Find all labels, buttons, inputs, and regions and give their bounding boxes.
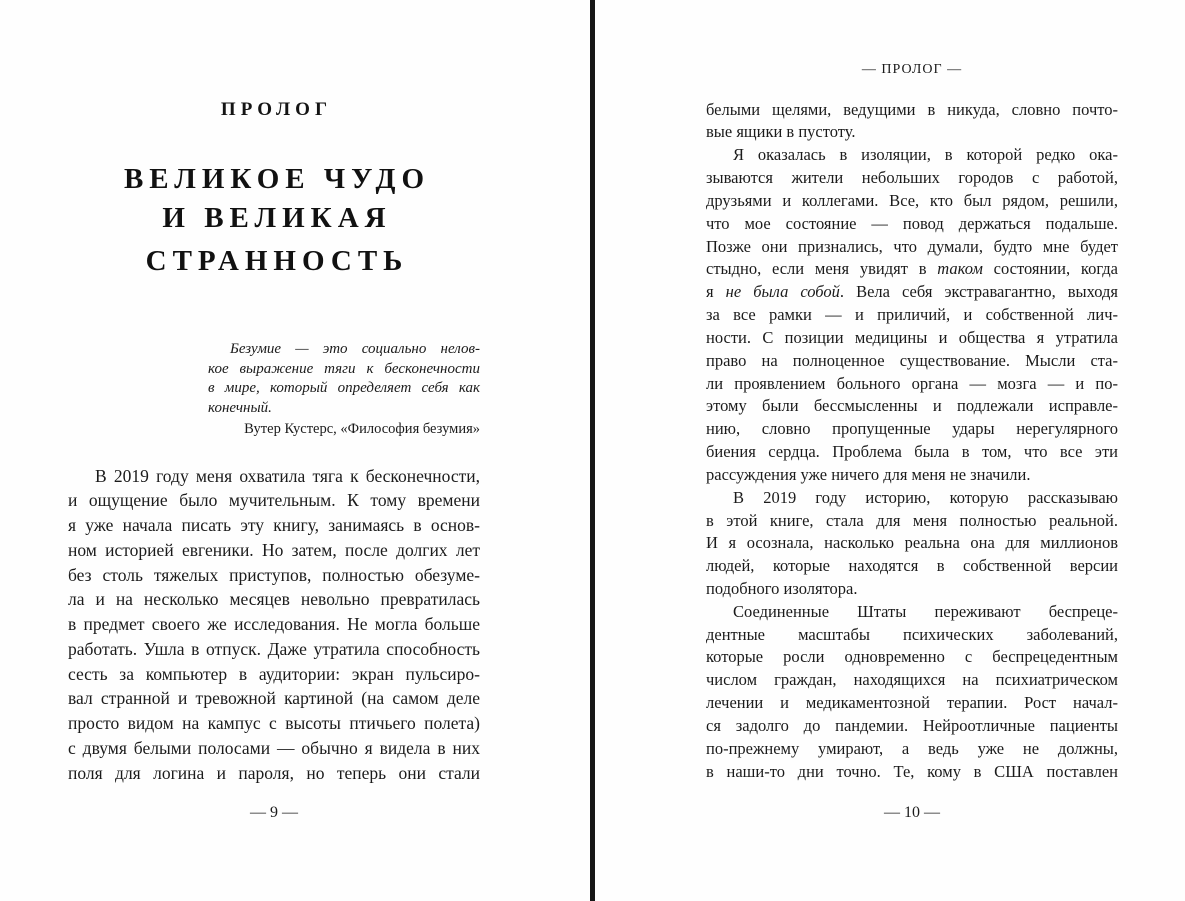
text-line: по-прежнему умирают, а ведь уже не должны, [706,738,1118,758]
paragraph [706,144,1118,486]
text-line: числом граждан, находящихся на психиатрическом [706,670,1118,690]
body-text [68,464,480,786]
epigraph-attribution: Вутер Кустерс, «Философия безумия» [244,421,480,437]
text-line: друзьями и коллегами. Все, кто был рядом, решили, [706,190,1118,210]
left-page [0,0,590,901]
text-line: ном историей евгеники. Но затем, после долгих лет [68,539,480,560]
text-line: что мое состояние — повод держаться подальше. [706,213,1118,233]
text-line: нию, словно пропущенные удары нерегулярного [706,419,1118,439]
running-header: — ПРОЛОГ — [861,62,963,77]
epigraph-line: в мире, который определяет себя как [208,380,480,397]
text-line: в этой книге, стала для меня полностью реальной. [706,510,1118,530]
text-line: которые росли одновременно с беспрецедентным [706,647,1118,667]
page-number: — 9 — [250,804,298,821]
text-line: и ощущение было мучительным. К тому времени [68,490,480,511]
text-segment: состоянии, когда [982,259,1118,279]
text-line: за все рамки — и приличий, и собственной лич- [706,305,1118,325]
text-line: белыми щелями, ведущими в никуда, словно почто- [706,99,1118,119]
text-line: в предмет своего же исследования. Не могла больше [68,614,480,635]
text-line: Позже они признались, что думали, будто мне будет [706,236,1118,256]
text-line: без столь тяжелых приступов, полностью обезуме- [68,564,480,585]
text-segment: я [706,282,726,302]
paragraph [706,487,1118,601]
emphasized-text: не была собой [725,282,840,302]
text-line: работать. Ушла в отпуск. Даже утратила способность [68,638,480,659]
epigraph [208,340,480,419]
epigraph-line: кое выражение тяги к бесконечности [208,360,480,377]
text-line: я уже начала писать эту книгу, занимаясь в основ- [68,515,480,536]
text-line: дентные масштабы психических заболеваний, [706,624,1118,644]
text-segment: стыдно, если меня увидят в [706,259,938,279]
text-line [706,258,1118,281]
text-segment: . Вела себя экстравагантно, выходя [839,282,1118,302]
text-line [706,281,1118,304]
text-line: в наши-то дни точно. Те, кому в США поставлен [706,761,1118,781]
text-line: ся задолго до пандемии. Нейроотличные пациенты [706,715,1118,735]
text-line: ли проявлением больного органа — мозга — и по- [706,373,1118,393]
text-line: сесть за компьютер в аудитории: экран пульсиро- [68,663,480,684]
text-line: лечении и медикаментозной терапии. Рост начал- [706,693,1118,713]
text-line: Я оказалась в изоляции, в которой редко ока- [733,145,1118,165]
text-line: биения сердца. Проблема была в том, что все эти [706,442,1118,462]
text-line: рассуждения уже ничего для меня не значили. [706,464,1031,484]
emphasized-text: таком [937,259,983,279]
section-heading: ПРОЛОГ [220,99,333,120]
text-line: подобного изолятора. [706,578,858,598]
paragraph [706,99,1118,145]
paragraph [706,601,1118,784]
epigraph-line: конечный. [208,400,272,417]
text-line: И я осознала, насколько реальна она для миллионов [706,533,1118,553]
text-line: право на полноценное существование. Мысли ста- [706,350,1118,370]
text-line: ла и на несколько месяцев невольно превратилась [68,589,480,610]
text-line: людей, которые находятся в собственной версии [706,556,1118,576]
epigraph-line: Безумие — это социально нелов- [230,341,480,357]
body-text [706,99,1118,784]
page-number: — 10 — [884,804,940,821]
chapter-title-line: СТРАННОСТЬ [145,245,409,277]
paragraph [68,464,480,786]
text-line: ности. С позиции медицины и общества я утратила [706,327,1118,347]
text-line: В 2019 году историю, которую рассказываю [733,487,1118,507]
text-line: просто видом на кампус с высоты птичьего полета) [68,713,480,734]
text-line: с двумя белыми полосами — обычно я видела в них [68,737,480,758]
right-page [595,0,1185,901]
text-line: В 2019 году меня охватила тяга к бесконечности, [95,465,480,486]
text-line: вал странной и тревожной картиной (на самом деле [68,688,480,709]
text-line: Соединенные Штаты переживают беспреце- [733,601,1118,621]
text-line: этому были бессмысленны и подлежали исправле- [706,396,1118,416]
chapter-title-line: ВЕЛИКОЕ ЧУДО [123,163,431,195]
text-line: вые ящики в пустоту. [706,122,856,142]
chapter-title-line: И ВЕЛИКАЯ [162,202,392,234]
text-line: поля для логина и пароля, но теперь они стали [68,762,480,783]
text-line: зываются жители небольших городов с работой, [706,168,1118,188]
